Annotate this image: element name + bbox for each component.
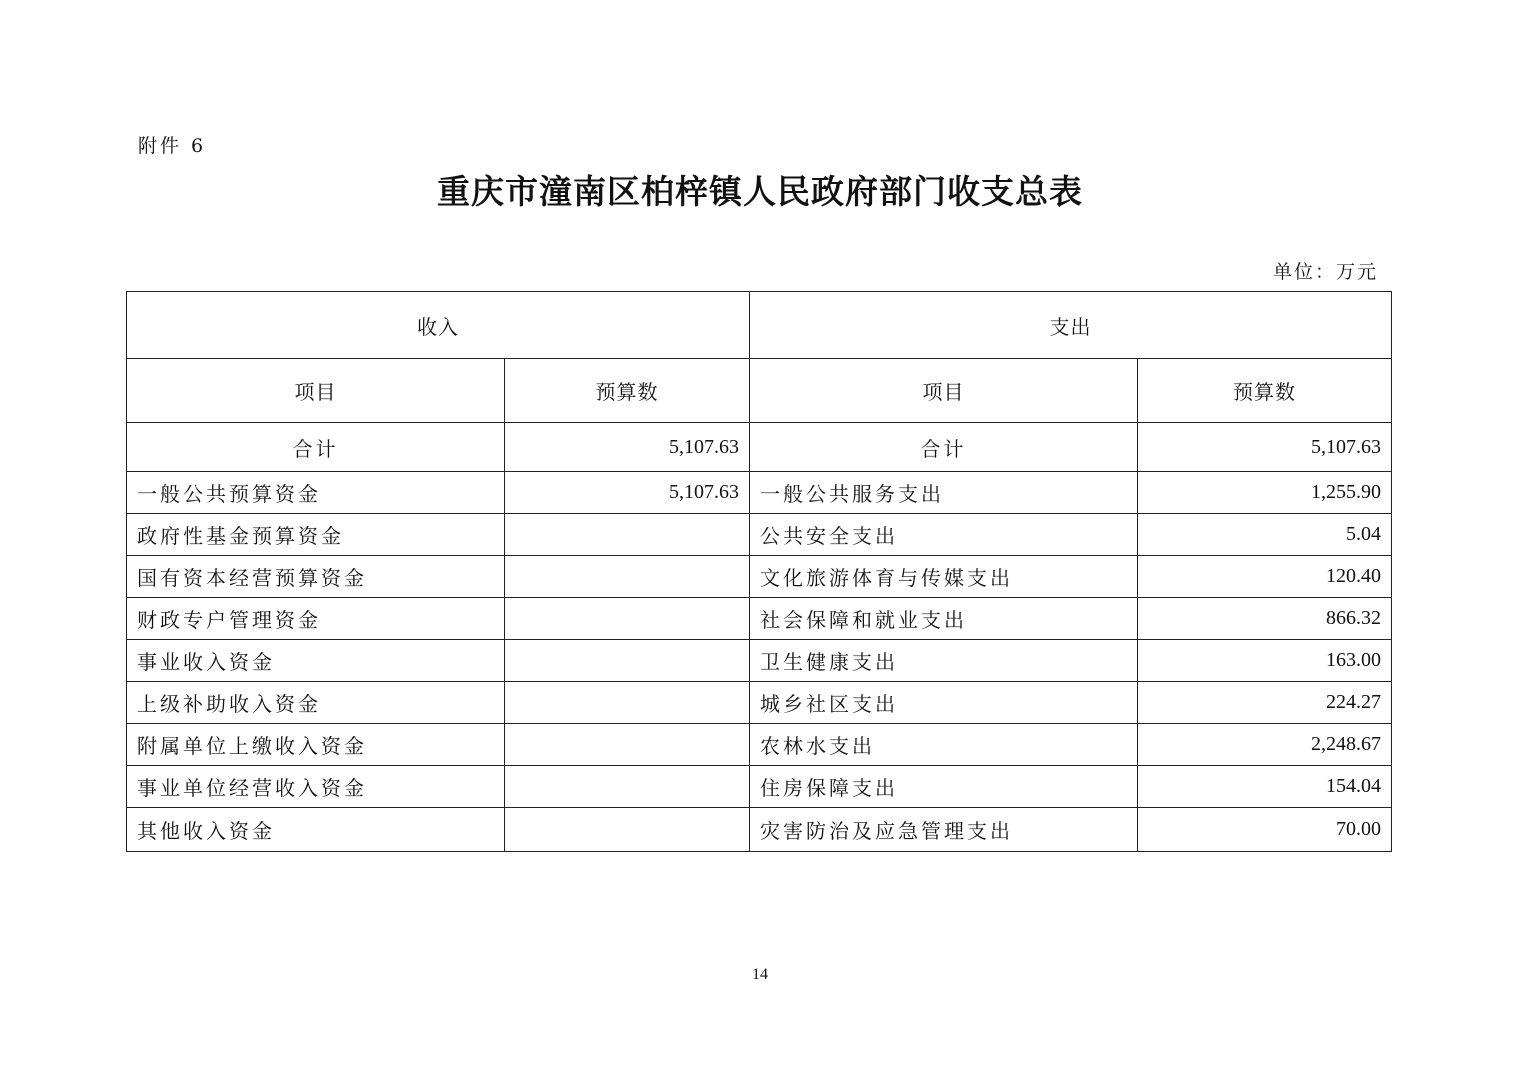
expense-total-value: 5,107.63 bbox=[1138, 423, 1392, 472]
income-value-cell bbox=[505, 724, 750, 766]
income-item-cell: 事业单位经营收入资金 bbox=[127, 766, 505, 808]
expense-value-cell: 70.00 bbox=[1138, 808, 1392, 852]
table-row bbox=[127, 556, 1392, 598]
expense-item-cell: 公共安全支出 bbox=[750, 514, 1138, 556]
expense-item-cell: 住房保障支出 bbox=[750, 766, 1138, 808]
income-item-cell: 上级补助收入资金 bbox=[127, 682, 505, 724]
income-item-cell: 其他收入资金 bbox=[127, 808, 505, 852]
expense-value-cell: 154.04 bbox=[1138, 766, 1392, 808]
table-row bbox=[127, 640, 1392, 682]
expense-value-cell: 120.40 bbox=[1138, 556, 1392, 598]
income-item-cell: 附属单位上缴收入资金 bbox=[127, 724, 505, 766]
expense-value-cell: 2,248.67 bbox=[1138, 724, 1392, 766]
income-item-cell: 一般公共预算资金 bbox=[127, 472, 505, 514]
income-item-header: 项目 bbox=[127, 359, 505, 423]
expense-item-cell: 社会保障和就业支出 bbox=[750, 598, 1138, 640]
expense-item-cell: 农林水支出 bbox=[750, 724, 1138, 766]
expense-value-cell: 5.04 bbox=[1138, 514, 1392, 556]
column-header-row bbox=[127, 359, 1392, 423]
income-item-cell: 事业收入资金 bbox=[127, 640, 505, 682]
expense-value-cell: 224.27 bbox=[1138, 682, 1392, 724]
expense-total-label: 合计 bbox=[750, 423, 1138, 472]
income-item-cell: 国有资本经营预算资金 bbox=[127, 556, 505, 598]
expense-item-header: 项目 bbox=[750, 359, 1138, 423]
page-number: 14 bbox=[752, 966, 768, 983]
expense-item-cell: 卫生健康支出 bbox=[750, 640, 1138, 682]
total-row bbox=[127, 423, 1392, 472]
table-row bbox=[127, 514, 1392, 556]
expense-value-cell: 163.00 bbox=[1138, 640, 1392, 682]
table-row bbox=[127, 808, 1392, 852]
income-value-cell bbox=[505, 598, 750, 640]
income-value-cell bbox=[505, 640, 750, 682]
income-value-cell bbox=[505, 808, 750, 852]
income-item-cell: 政府性基金预算资金 bbox=[127, 514, 505, 556]
table-row bbox=[127, 682, 1392, 724]
income-item-cell: 财政专户管理资金 bbox=[127, 598, 505, 640]
expense-item-cell: 灾害防治及应急管理支出 bbox=[750, 808, 1138, 852]
expense-item-cell: 城乡社区支出 bbox=[750, 682, 1138, 724]
income-budget-header: 预算数 bbox=[505, 359, 750, 423]
income-value-cell bbox=[505, 682, 750, 724]
expense-group-header: 支出 bbox=[750, 292, 1392, 359]
expense-item-cell: 文化旅游体育与传媒支出 bbox=[750, 556, 1138, 598]
expense-value-cell: 866.32 bbox=[1138, 598, 1392, 640]
page-title: 重庆市潼南区柏梓镇人民政府部门收支总表 bbox=[437, 172, 1083, 211]
income-group-header: 收入 bbox=[127, 292, 750, 359]
income-total-value: 5,107.63 bbox=[505, 423, 750, 472]
attachment-label: 附件 6 bbox=[138, 135, 207, 157]
income-total-label: 合计 bbox=[127, 423, 505, 472]
group-header-row bbox=[127, 292, 1392, 359]
budget-summary-table bbox=[126, 291, 1392, 852]
expense-value-cell: 1,255.90 bbox=[1138, 472, 1392, 514]
income-value-cell bbox=[505, 514, 750, 556]
expense-budget-header: 预算数 bbox=[1138, 359, 1392, 423]
unit-label: 单位：万元 bbox=[1272, 261, 1378, 283]
income-value-cell bbox=[505, 766, 750, 808]
expense-item-cell: 一般公共服务支出 bbox=[750, 472, 1138, 514]
table-row bbox=[127, 724, 1392, 766]
table-row bbox=[127, 766, 1392, 808]
table-row bbox=[127, 472, 1392, 514]
table-row bbox=[127, 598, 1392, 640]
income-value-cell: 5,107.63 bbox=[505, 472, 750, 514]
income-value-cell bbox=[505, 556, 750, 598]
